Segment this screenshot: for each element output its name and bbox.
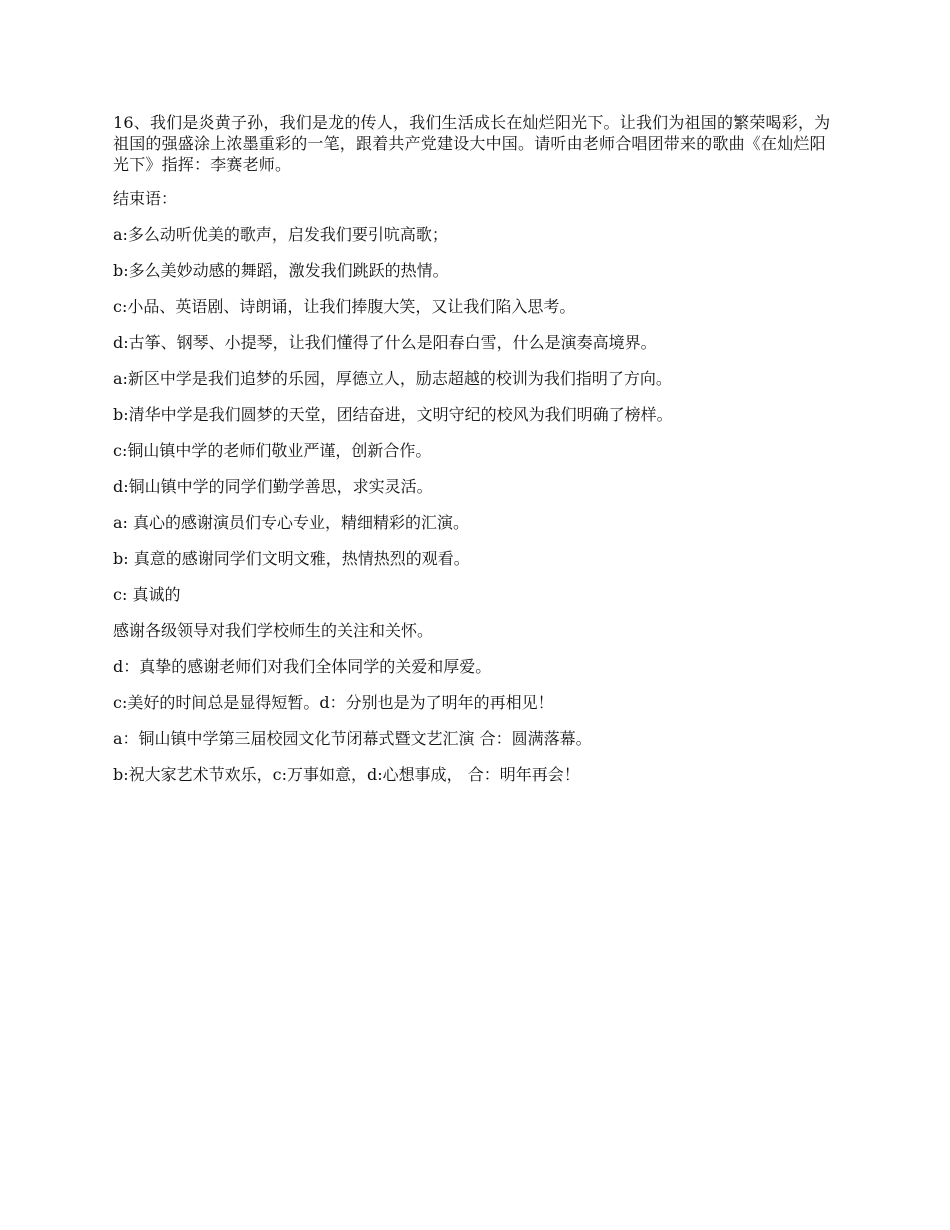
closing-line-a1: a:多么动听优美的歌声，启发我们要引吭高歌； [113, 225, 448, 244]
closing-line-d3: d：真挚的感谢老师们对我们全体同学的关爱和厚爱。 [113, 657, 492, 676]
document-page [113, 112, 841, 801]
closing-line-a4: a：铜山镇中学第三届校园文化节闭幕式暨文艺汇演 合：圆满落幕。 [113, 729, 592, 748]
closing-line-c3: c: 真诚的 [113, 585, 181, 604]
closing-line-a3: a: 真心的感谢演员们专心专业，精细精彩的汇演。 [113, 513, 470, 532]
closing-line-b4: b:祝大家艺术节欢乐，c:万事如意，d:心想事成， 合：明年再会！ [113, 765, 580, 784]
intro-paragraph: 16、我们是炎黄子孙，我们是龙的传人，我们生活成长在灿烂阳光下。让我们为祖国的繁荣喝彩，为祖国的强盛涂上浓墨重彩的一笔，跟着共产党建设大中国。请听由老师合唱团带来的歌曲《在灿烂阳光下》指挥：李赛老师。 [113, 113, 831, 174]
closing-line-b1: b:多么美妙动感的舞蹈，激发我们跳跃的热情。 [113, 261, 449, 280]
closing-line-c4: c:美好的时间总是显得短暂。d：分别也是为了明年的再相见！ [113, 693, 554, 712]
closing-line-a2: a:新区中学是我们追梦的乐园，厚德立人，励志超越的校训为我们指明了方向。 [113, 369, 672, 388]
closing-line-c3-continued: 感谢各级领导对我们学校师生的关注和关怀。 [113, 621, 434, 640]
closing-heading: 结束语： [113, 189, 178, 208]
closing-line-b2: b:清华中学是我们圆梦的天堂，团结奋进，文明守纪的校风为我们明确了榜样。 [113, 405, 673, 424]
closing-line-d2: d:铜山镇中学的同学们勤学善思，求实灵活。 [113, 477, 433, 496]
closing-line-c1: c:小品、英语剧、诗朗诵，让我们捧腹大笑，又让我们陷入思考。 [113, 297, 576, 316]
closing-line-d1: d:古筝、钢琴、小提琴，让我们懂得了什么是阳春白雪，什么是演奏高境界。 [113, 333, 657, 352]
closing-line-c2: c:铜山镇中学的老师们敬业严谨，创新合作。 [113, 441, 432, 460]
closing-line-b3: b: 真意的感谢同学们文明文雅，热情热烈的观看。 [113, 549, 470, 568]
